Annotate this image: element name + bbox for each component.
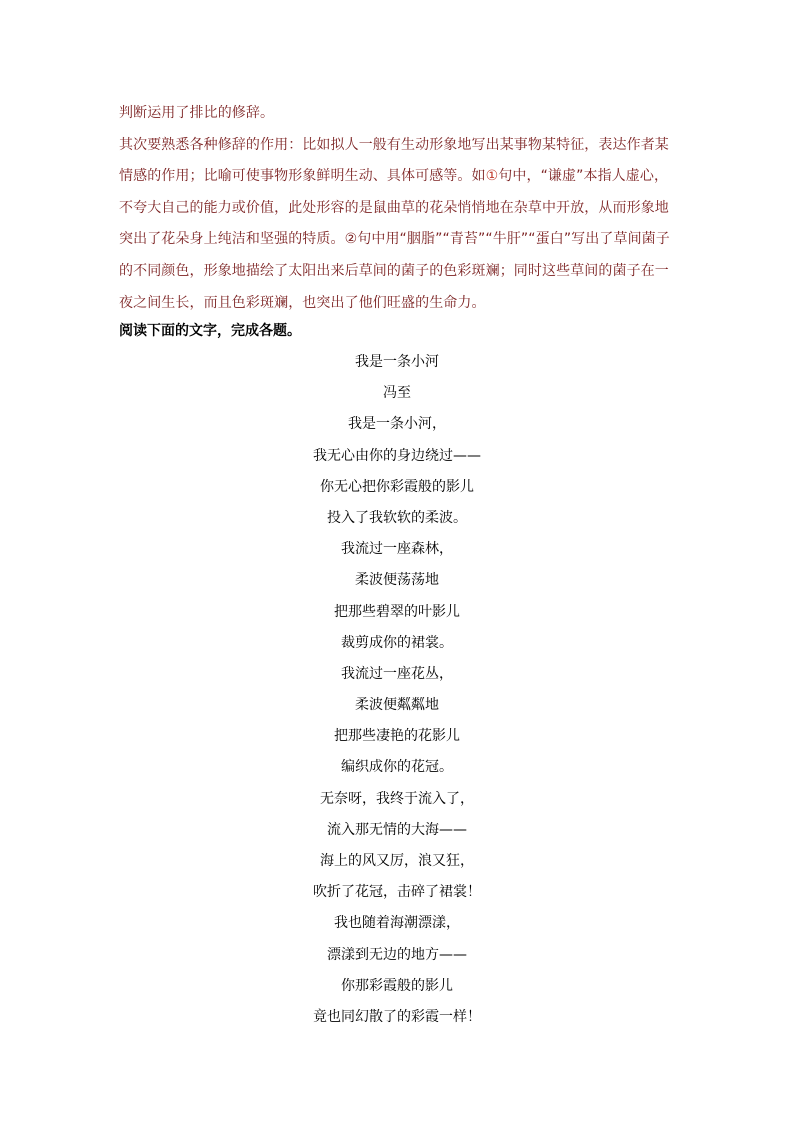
poem-line: 我是一条小河，: [348, 416, 446, 433]
answer-text-part-1: 其次要熟悉各种修辞的作用：比如拟人一般有生动形象地写出某事物某特征，表达作者某情感的作用；比喻可使事物形象鲜明生动、具体可感等。如: [119, 136, 669, 185]
poem-line: 流入那无情的大海——: [327, 821, 467, 838]
answer-paragraph-2: [119, 130, 679, 320]
poem-line: 海上的风又厉，浪又狂，: [320, 853, 474, 869]
poem-line: 你那彩霞般的影儿: [341, 977, 453, 994]
poem-line: 我也随着海潮漂漾，: [334, 915, 460, 932]
poem-line: 吹折了花冠，击碎了裙裳！: [313, 884, 481, 901]
answer-text-part-2: 句中，“谦虚”本指人虚心，不夸大自己的能力或价值，此处形容的是鼠曲草的花朵悄悄地在杂草中开放，从而形象地突出了花朵身上纯洁和坚强的特质。②句中用“胭脂”“青苔”“牛肝”“蛋白”写出了草间菌子的不同颜色，形象地描绘了太阳出来后草间的菌子的色彩斑斓；同时这些草间的菌子在一夜之间生长，而且色彩斑斓，也突出了他们旺盛的生命力。: [119, 168, 670, 311]
poem: [0, 347, 794, 1033]
reading-instruction: 阅读下面的文字，完成各题。: [119, 323, 301, 339]
poem-line: 无奈呀，我终于流入了，: [320, 790, 474, 807]
poem-line: 我无心由你的身边绕过——: [313, 447, 481, 464]
poem-line: 我流过一座森林，: [341, 541, 453, 558]
circled-number-1: ①: [485, 168, 499, 185]
poem-line: 把那些凄艳的花影儿: [334, 728, 460, 745]
poem-line: 我流过一座花丛，: [341, 665, 453, 682]
poem-line: 柔波便粼粼地: [355, 697, 439, 714]
poem-line: 裁剪成你的裙裳。: [341, 634, 453, 651]
poem-author: 冯至: [383, 385, 411, 402]
poem-line: 投入了我软软的柔波。: [327, 509, 467, 526]
answer-explanation: [119, 98, 679, 319]
poem-line: 编织成你的花冠。: [341, 759, 453, 776]
poem-line: 竟也同幻散了的彩霞一样！: [313, 1008, 481, 1025]
poem-line: 你无心把你彩霞般的影儿: [320, 478, 474, 495]
poem-line: 漂漾到无边的地方——: [327, 946, 467, 963]
poem-line: 把那些碧翠的叶影儿: [334, 603, 460, 620]
poem-line: 柔波便荡荡地: [355, 572, 439, 589]
answer-line-1: 判断运用了排比的修辞。: [119, 105, 275, 121]
poem-title: 我是一条小河: [355, 354, 439, 370]
